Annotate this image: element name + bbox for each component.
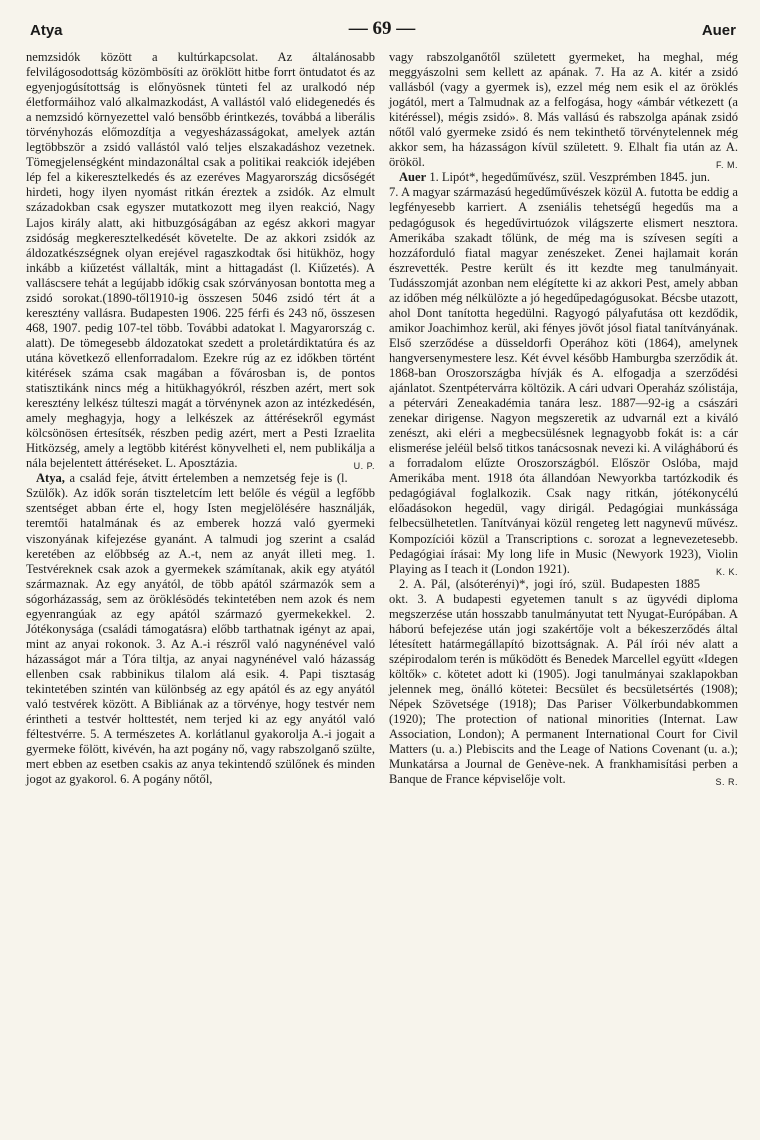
paragraph-text: nemzsidók között a kultúrkapcsolat. Az általánosabb felvilágosodottság közömbösíti az öröklött hitbe forrt öntudatot és az egyenjogúsítottság is előnyösnek tünteti fel az uralkodó nép életformáihoz való alkalmazkodást, A vallástól való elidegenedés és a nemzsidó környezettel való bensőbb érintkezés, továbbá a liberális törvényhozás előmozdítja a vegyesházasságokat, amelyek aztán legtöbbször a zsidó vallástól való teljes elszakadáshoz vezetnek. Tömegjelenségként mindazonáltal csak a politikai reakciók idejében lép fel a kikeresztelkedés és az ezeréves Magyarország dicsőségét hirdeti, hogy ilyen nyomást ritkán éreztek a zsidók. Az elmult századokban csak egyszer mutatkozott meg ilyen reakció, Nagy Lajos király alatt, aki hitbuzgóságában az egész akkori magyar zsidóság megkeresztelkedését követelte. De az akkori zsidók az áldozatkészségnek olyan erejével ragaszkodtak ősi hitükhöz, hogy inkább a kiűzetést vállalták, mint a hittagadást (l. Kiűzetés). A valláscsere tehát a legújabb időkig csak szórványosan bontotta meg a zsidó sorokat.(1890-től1910-ig összesen 5046 zsidó tért át a keresztény vallásra. Budapesten 1906. 225 férfi és 243 nő, összesen 468, 1907. pedig 107-tel több. További adatokat l. Magyarország c. alatt). De tömegesebb áldozatokat szedett a proletárdiktatúra és az utána következő ellenforradalom. Ezekre rúg az ez időkben történt kitérések száma csak magában a fővárosban is, de pontos statisztikánk nincs még a hitükhagyókról, részben azért, mert sok keresztény lelkész túlteszi magát a törvénynek azon az intézkedésén, amely meghagyja, hogy a lelkészek az áttérésekről egymást kölcsönösen értesítsék, részben pedig azért, mert a Pesti Izraelita Hitközség, amely a legtöbb kitérést könyvelheti el, nem publikálja a nála bejelentett áttéréseket. L. Aposztázia. — [26, 50, 375, 471]
entry-atya — [26, 471, 375, 787]
header-left-guide-word: Atya — [30, 22, 63, 39]
entry-headword: Atya, — [36, 471, 65, 486]
two-column-body — [26, 50, 738, 790]
author-signature: F. M. — [716, 160, 738, 171]
entry-continuation-paragraph — [389, 50, 738, 170]
entry-auer-lipot — [389, 170, 738, 576]
entry-headword: Auer — [399, 170, 427, 185]
entry-continuation-paragraph — [26, 50, 375, 471]
entry-text: 2. A. Pál, (alsóterényi)*, jogi író, szül. Budapesten 1885 okt. 3. A budapesti egyetemen tanult s az ügyvédi diploma megszerzése után hosszabb tanulmányutat tett Nyugat-Európában. A háború befejezése után jogi szakértője volt a békeszerződés által létesített határmegállapító bizottságnak. A. Pál írói név alatt a szépirodalom terén is működött és Benedek Marcellel együtt «Idegen költők» c. kötetet adott ki (1905). Jogi tanulmányai szaklapokban jelennek meg, önálló kötetei: Becsület és becsületsértés (1908); Népek Szövetsége (1918); Das Pariser Völkerbundabkommen (1920); The protection of national minorities (Internat. Law Association, London); A permanent International Court for Civil Matters (u. a.) Plebiscits and the Leage of Nations Covenant (u. a.); Munkatársa a Journal de Genève-nek. A frankhamisítási perben a Banque de France képviselője volt. — [389, 576, 738, 787]
right-column — [389, 50, 738, 790]
header-right-guide-word: Auer — [701, 22, 736, 39]
entry-auer-pal — [389, 577, 738, 788]
author-signature: U. P. — [353, 461, 375, 472]
left-column — [26, 50, 375, 790]
author-signature: K. K. — [715, 566, 738, 577]
page-number: — 69 — — [348, 18, 416, 39]
entry-text: 1. Lipót*, hegedűművész, szül. Veszprémben 1845. jun. 7. A magyar származású hegedűművészek közül A. futotta be eddig a legfényesebb karriert. A zseniális tehetségű hegedűs ma a pedagógusok és hegedűvirtuózok világszerte elismert nesztora. Amerikába szakadt tőlünk, de még ma is szívesen segíti a hozzáforduló fiatal magyar zenészeket. Zenei hajlamait korán észrevették. Pestre került és itt kezdte meg tanulmányait. Tudásszomját azonban nem elégítette ki az akkori Pest, amely abban az időben még nélkülözte a jó hegedűpedagógusokat. Bécsbe utazott, ahol Dont tanította hegedülni. Ragyogó pályafutása ott kezdődik, amikor Joachimhoz kerül, aki fényes jövőt jósol fiatal tanítványának. Első szerződése a düsseldorfi Operához köti (1864), amelynek hangversenymestere lesz. Két évvel később Hamburgba szerződik át. 1868-ban Oroszországba hívják és A. elfogadja a szerződési ajánlatot. Szentpétervárra költözik. A cári udvari Operaház szólistája, a pétervári Zeneakadémia tanára lesz. 1887—92-ig a császári zenekar dirigense. Nagyon megszeretik az udvarnál ezt a kiváló zenészt, aki eléri a megbecsülésnek legnagyobb fokát is: a cár elismerése jeléül belső titkos tanácsosnak nevezi ki. A világháború és a forradalom elűzte Oroszországból. Először Oslóba, majd Amerikába ment. 1918 óta állandóan Newyorkba tartózkodik és pedagógiával foglalkozik. Csak nagy ritkán, jótékonycélú előadásokon hegedül, vagy dirigál. Pedagógiai munkássága felbecsülhetetlen. Tanítványai közül rengeteg lett nagynevű művész. Kompozíciói közül a Transcriptions c. sorozat a legnevezetesebb. Pedagógiai írásai: My long life in Music (Newyork 1923), Violin Playing as I teach it (London 1921). — [389, 170, 738, 576]
author-signature: S. R. — [715, 777, 738, 788]
paragraph-text: vagy rabszolganőtől született gyermeket, ha meghal, még meggyászolni sem kellett az apának. 7. Ha az A. kitér a zsidó vallásból (vagy a gyermek is), ezzel még nem esik el az öröklés jogától, mert a Talmudnak az a felfogása, hogy «ámbár vétkezett (a kitéréssel), mégis zsidó». 8. Más vallású és rabszolga apának zsidó nőtől való gyermeke zsidó és nem tekinthető törvénytelennek még akkor sem, ha házasságon kívül született. 9. Elhalt fia után az A. örököl. — [389, 50, 738, 170]
entry-text: a család feje, átvitt értelemben a nemzetség feje is (l. Szülők). Az idők során tiszteletcím lett belőle és végül a legfőbb szentséget abban érte el, hogy Isten megjelölésére használják, teremtői hatalmának és az emberek hozzá való gyermeki viszonyának kifejezése gyanánt. A talmudi jog szerint a család keretében az előbbség az A.-t, nem az anyát illeti meg. 1. Testvéreknek csak azok a gyermekek számítanak, akik egy atyától származnak. Az egy anyától, de több apától származók sem a sógorházasság, sem az öröklésödés tekintetében nem azok és nem egyenrangúak az egy apától származó gyermekekkel. 2. Jótékonysága (családi támogatásra) előbb tarthatnak igényt az apai, mint az anyai rokonok. 3. Az A.-i részről való nagynénével való házasságot már a Tóra tiltja, az anyai nagynénével való házasság ellenben csak rabbinikus tilalom alá esik. 4. Papi tisztaság tekintetében szintén van különbség az egy apától és az egy anyától való testvérek között. A Bibliának az a törvénye, hogy testvér nem érintheti a testvér holttestét, nem terjed ki az egy anyától való féltestvérre. 5. A természetes A. korlátlanul gyakorolja A.-i jogait a gyermeke fölött, kivévén, ha azt pogány nő, vagy rabszolganő szülte, mert ebben az esetben csakis az anya tekintendő szülőnek és minden jogot az gyakorol. 6. A pogány nőtől, — [26, 471, 375, 787]
page-header — [26, 14, 738, 42]
